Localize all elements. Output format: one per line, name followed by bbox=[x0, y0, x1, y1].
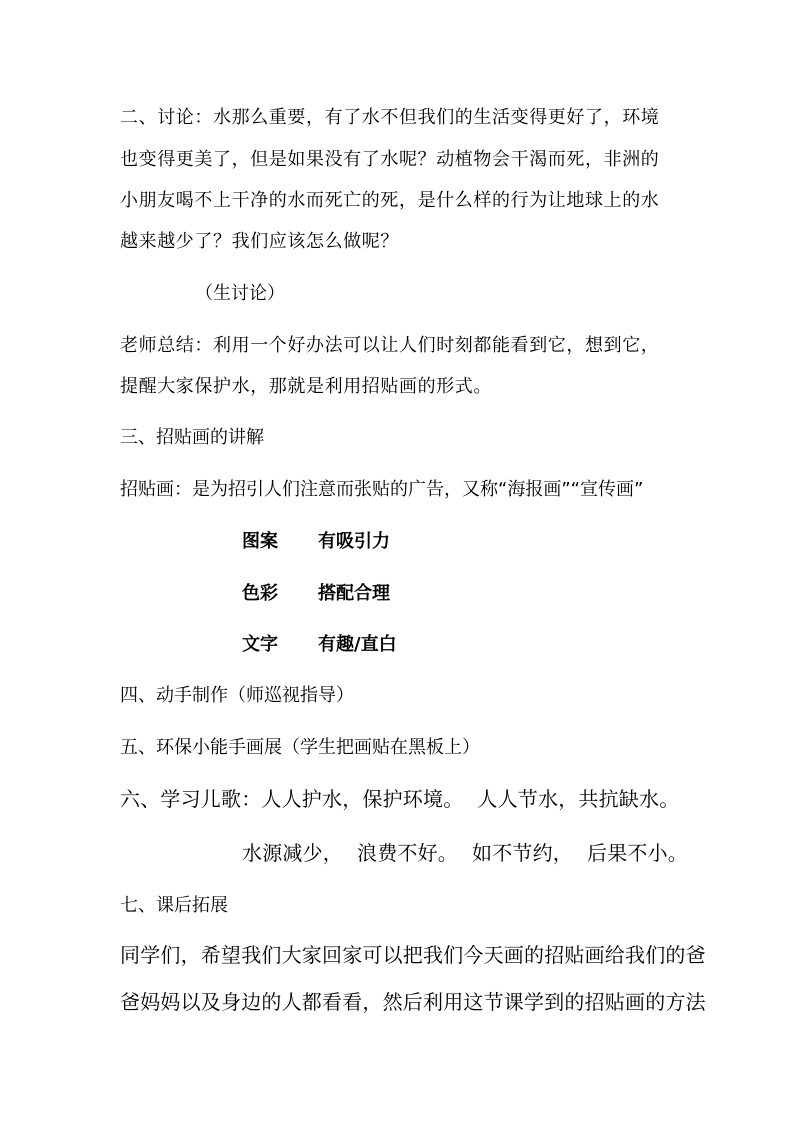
summary-line-2: 提醒大家保护水，那就是利用招贴画的形式。 bbox=[120, 376, 492, 397]
step-make: 四、动手制作（师巡视指导） bbox=[120, 685, 354, 706]
poster-item-text bbox=[242, 632, 397, 658]
song-line-1 bbox=[120, 786, 679, 812]
discussion-line-4: 越来越少了？我们应该怎么做呢？ bbox=[120, 231, 399, 252]
poster-heading: 三、招贴画的讲解 bbox=[120, 427, 264, 448]
song-phrase: 人人护水，保护环境。 bbox=[261, 787, 464, 811]
poster-item-term: 图案 bbox=[242, 531, 278, 552]
poster-item-desc: 有趣/直白 bbox=[318, 634, 397, 655]
song-phrase: 浪费不好。 bbox=[357, 841, 458, 865]
discussion-line-1: 二、讨论：水那么重要，有了水不但我们的生活变得更好了，环境 bbox=[120, 107, 660, 128]
discussion-line-2: 也变得更美了，但是如果没有了水呢？动植物会干渴而死，非洲的 bbox=[120, 149, 660, 170]
summary-line-1: 老师总结：利用一个好办法可以让人们时刻都能看到它，想到它， bbox=[120, 335, 660, 356]
homework-line-2: 爸妈妈以及身边的人都看看，然后利用这节课学到的招贴画的方法 bbox=[120, 990, 706, 1014]
step-extension: 七、课后拓展 bbox=[120, 895, 228, 916]
poster-item-term: 文字 bbox=[242, 634, 278, 655]
poster-item-color bbox=[242, 581, 390, 607]
song-phrase: 人人节水，共抗缺水。 bbox=[477, 787, 680, 811]
poster-item-pattern bbox=[242, 529, 390, 555]
poster-item-desc: 有吸引力 bbox=[318, 531, 390, 552]
student-discussion-note: （生讨论） bbox=[195, 283, 285, 304]
poster-item-term: 色彩 bbox=[242, 583, 278, 604]
homework-line-1: 同学们，希望我们大家回家可以把我们今天画的招贴画给我们的爸 bbox=[120, 943, 706, 967]
song-phrase: 后果不小。 bbox=[587, 841, 688, 865]
song-phrase: 水源减少， bbox=[242, 841, 343, 865]
song-line-2 bbox=[242, 840, 688, 866]
song-phrase: 如不节约， bbox=[472, 841, 573, 865]
step-show: 五、环保小能手画展（学生把画贴在黑板上） bbox=[120, 737, 480, 758]
song-label: 六、学习儿歌： bbox=[120, 787, 262, 811]
poster-item-desc: 搭配合理 bbox=[318, 583, 390, 604]
poster-definition: 招贴画：是为招引人们注意而张贴的广告，又称“海报画”“宣传画” bbox=[120, 479, 644, 500]
discussion-line-3: 小朋友喝不上干净的水而死亡的死，是什么样的行为让地球上的水 bbox=[120, 190, 660, 211]
